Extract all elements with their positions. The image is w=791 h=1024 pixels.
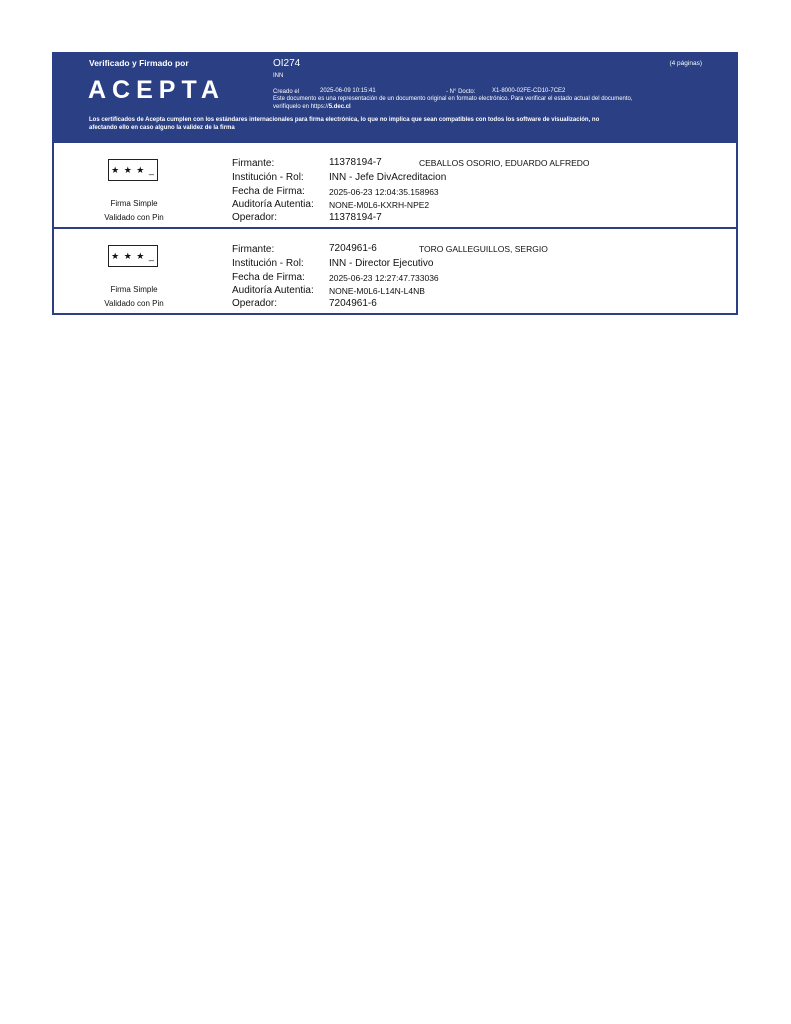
verified-label: Verificado y Firmado por <box>89 58 189 68</box>
institution-role-label: Institución - Rol: <box>232 258 304 269</box>
acepta-logo: ACEPTA <box>88 76 225 104</box>
audit-value: NONE-M0L6-L14N-L4NB <box>329 286 425 296</box>
audit-label: Auditoría Autentia: <box>232 199 314 210</box>
signature-block <box>54 227 736 313</box>
signature-type: Firma Simple <box>110 285 158 294</box>
document-description <box>273 96 633 111</box>
institution-role-label: Institución - Rol: <box>232 172 304 183</box>
signature-date-label: Fecha de Firma: <box>232 272 305 283</box>
notice-line-1: Los certificados de Acepta cumplen con los estándares internacionales para firma electrónica, lo que no implica que sean compatibles con todos los software de visualización, no <box>89 117 600 123</box>
created-value: 2025-06-09 10:15:41 <box>320 88 376 94</box>
signature-stars-icon: ★ ★ ★ _ <box>108 245 158 267</box>
institution-role-value: INN - Director Ejecutivo <box>329 258 434 269</box>
signer-name: CEBALLOS OSORIO, EDUARDO ALFREDO <box>419 158 590 168</box>
signature-validation: Validado con Pin <box>104 299 164 308</box>
operator-value: 11378194-7 <box>329 212 382 223</box>
signer-label: Firmante: <box>232 158 275 169</box>
audit-value: NONE-M0L6-KXRH-NPE2 <box>329 200 430 210</box>
signature-date-value: 2025-06-23 12:27:47.733036 <box>329 273 439 283</box>
audit-label: Auditoría Autentia: <box>232 285 314 296</box>
doc-number-value: X1-8000-02FE-CD10-7CE2 <box>492 88 566 94</box>
operator-label: Operador: <box>232 212 278 223</box>
standards-notice <box>89 117 599 132</box>
signature-type: Firma Simple <box>110 199 158 208</box>
verification-link[interactable]: 5.dec.cl <box>328 103 351 110</box>
signature-block <box>54 141 736 227</box>
acepta-header <box>54 54 736 141</box>
signer-label: Firmante: <box>232 244 275 255</box>
signer-id: 11378194-7 <box>329 157 382 168</box>
signature-validation: Validado con Pin <box>104 213 164 222</box>
institution-role-value: INN - Jefe DivAcreditacion <box>329 172 447 183</box>
signature-stars-icon: ★ ★ ★ _ <box>108 159 158 181</box>
operator-label: Operador: <box>232 298 278 309</box>
description-prefix: verifíquelo en https:// <box>273 103 329 110</box>
description-line-2 <box>273 104 633 112</box>
created-label: Creado el <box>273 89 300 95</box>
signer-name: TORO GALLEGUILLOS, SERGIO <box>419 244 548 254</box>
institution-code: INN <box>273 73 284 79</box>
signature-certificate-panel <box>52 52 738 315</box>
signature-date-label: Fecha de Firma: <box>232 186 305 197</box>
operator-value: 7204961-6 <box>329 298 377 309</box>
description-line-1: Este documento es una representación de un documento original en formato electrónico. Para verificar el estado actual del documento, <box>273 96 633 102</box>
signer-id: 7204961-6 <box>329 243 377 254</box>
page-count: (4 páginas) <box>669 60 702 67</box>
document-code: OI274 <box>273 58 301 69</box>
doc-number-label: - N° Docto: <box>446 89 476 95</box>
signature-date-value: 2025-06-23 12:04:35.158963 <box>329 187 439 197</box>
notice-line-2: afectando ello en caso alguno la validez de la firma <box>89 124 235 131</box>
